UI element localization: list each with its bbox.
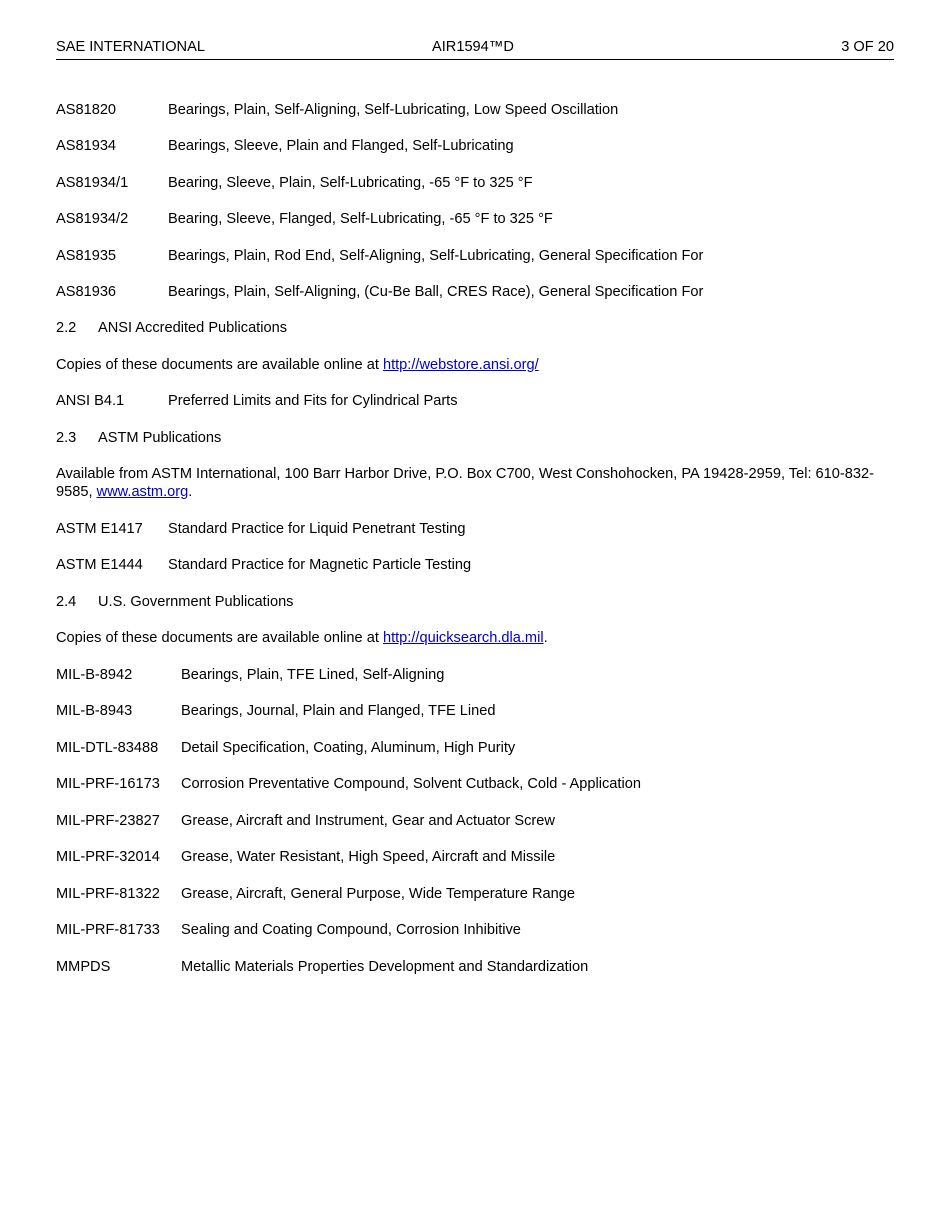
note-text: Available from ASTM International, 100 Barr Harbor Drive, P.O. Box C700, West Conshohocken, PA 19428-2959, Tel: 610-832-9585,: [56, 466, 874, 500]
reference-code: MIL-PRF-16173: [56, 776, 160, 792]
reference-code: AS81820: [56, 102, 117, 118]
reference-title: Standard Practice for Liquid Penetrant Testing: [168, 521, 466, 537]
reference-title: Grease, Aircraft, General Purpose, Wide Temperature Range: [181, 886, 575, 902]
section-number: 2.2: [56, 320, 77, 336]
reference-code: AS81935: [56, 248, 117, 264]
reference-title: Bearings, Journal, Plain and Flanged, TFE Lined: [181, 703, 496, 719]
quicksearch-link[interactable]: http://quicksearch.dla.mil: [382, 630, 544, 646]
astm-availability-note: [56, 465, 896, 501]
reference-code: AS81934/2: [56, 211, 129, 227]
government-availability-note: [56, 629, 896, 647]
note-text: Copies of these documents are available online at: [56, 357, 383, 373]
reference-code: AS81934/1: [56, 175, 129, 191]
reference-title: Bearings, Plain, Rod End, Self-Aligning, Self-Lubricating, General Specification For: [168, 248, 704, 264]
reference-title: Bearings, Sleeve, Plain and Flanged, Self-Lubricating: [168, 138, 514, 154]
header-page-number: 3 OF 20: [841, 39, 894, 55]
reference-code: ANSI B4.1: [56, 393, 125, 409]
reference-code: AS81936: [56, 284, 117, 300]
ansi-availability-note: [56, 356, 896, 374]
reference-title: Bearings, Plain, Self-Aligning, (Cu-Be Ball, CRES Race), General Specification For: [168, 284, 704, 300]
reference-code: MIL-PRF-81733: [56, 922, 160, 938]
reference-title: Grease, Aircraft and Instrument, Gear and Actuator Screw: [181, 813, 555, 829]
header-org: SAE INTERNATIONAL: [56, 39, 205, 55]
reference-title: Standard Practice for Magnetic Particle Testing: [168, 557, 472, 573]
reference-title: Preferred Limits and Fits for Cylindrical Parts: [168, 393, 458, 409]
note-suffix: .: [543, 630, 548, 646]
reference-title: Bearings, Plain, Self-Aligning, Self-Lubricating, Low Speed Oscillation: [168, 102, 619, 118]
reference-code: MIL-PRF-81322: [56, 886, 160, 902]
page-header: [56, 38, 894, 60]
section-title: ASTM Publications: [98, 430, 222, 446]
reference-title: Corrosion Preventative Compound, Solvent Cutback, Cold - Application: [181, 776, 641, 792]
section-title: ANSI Accredited Publications: [98, 320, 288, 336]
reference-code: MIL-B-8942: [56, 667, 133, 683]
ansi-webstore-link[interactable]: http://webstore.ansi.org/: [382, 357, 539, 373]
reference-title: Bearings, Plain, TFE Lined, Self-Aligning: [181, 667, 445, 683]
section-title: U.S. Government Publications: [98, 594, 294, 610]
section-number: 2.3: [56, 430, 77, 446]
reference-title: Sealing and Coating Compound, Corrosion Inhibitive: [181, 922, 521, 938]
astm-website-link[interactable]: www.astm.org: [96, 484, 189, 500]
reference-code: MIL-PRF-23827: [56, 813, 160, 829]
reference-code: MIL-DTL-83488: [56, 740, 159, 756]
reference-title: Bearing, Sleeve, Flanged, Self-Lubricating, -65 °F to 325 °F: [168, 211, 553, 227]
note-text: Copies of these documents are available online at: [56, 630, 383, 646]
reference-title: Detail Specification, Coating, Aluminum, High Purity: [181, 740, 516, 756]
note-suffix: .: [188, 484, 193, 500]
reference-code: AS81934: [56, 138, 117, 154]
reference-title: Grease, Water Resistant, High Speed, Aircraft and Missile: [181, 849, 556, 865]
reference-title: Bearing, Sleeve, Plain, Self-Lubricating, -65 °F to 325 °F: [168, 175, 533, 191]
reference-code: ASTM E1444: [56, 557, 143, 573]
reference-code: MMPDS: [56, 959, 111, 975]
reference-code: MIL-PRF-32014: [56, 849, 160, 865]
section-number: 2.4: [56, 594, 77, 610]
reference-code: MIL-B-8943: [56, 703, 133, 719]
reference-code: ASTM E1417: [56, 521, 143, 537]
reference-title: Metallic Materials Properties Development and Standardization: [181, 959, 589, 975]
header-doc-id: AIR1594™D: [432, 39, 514, 55]
